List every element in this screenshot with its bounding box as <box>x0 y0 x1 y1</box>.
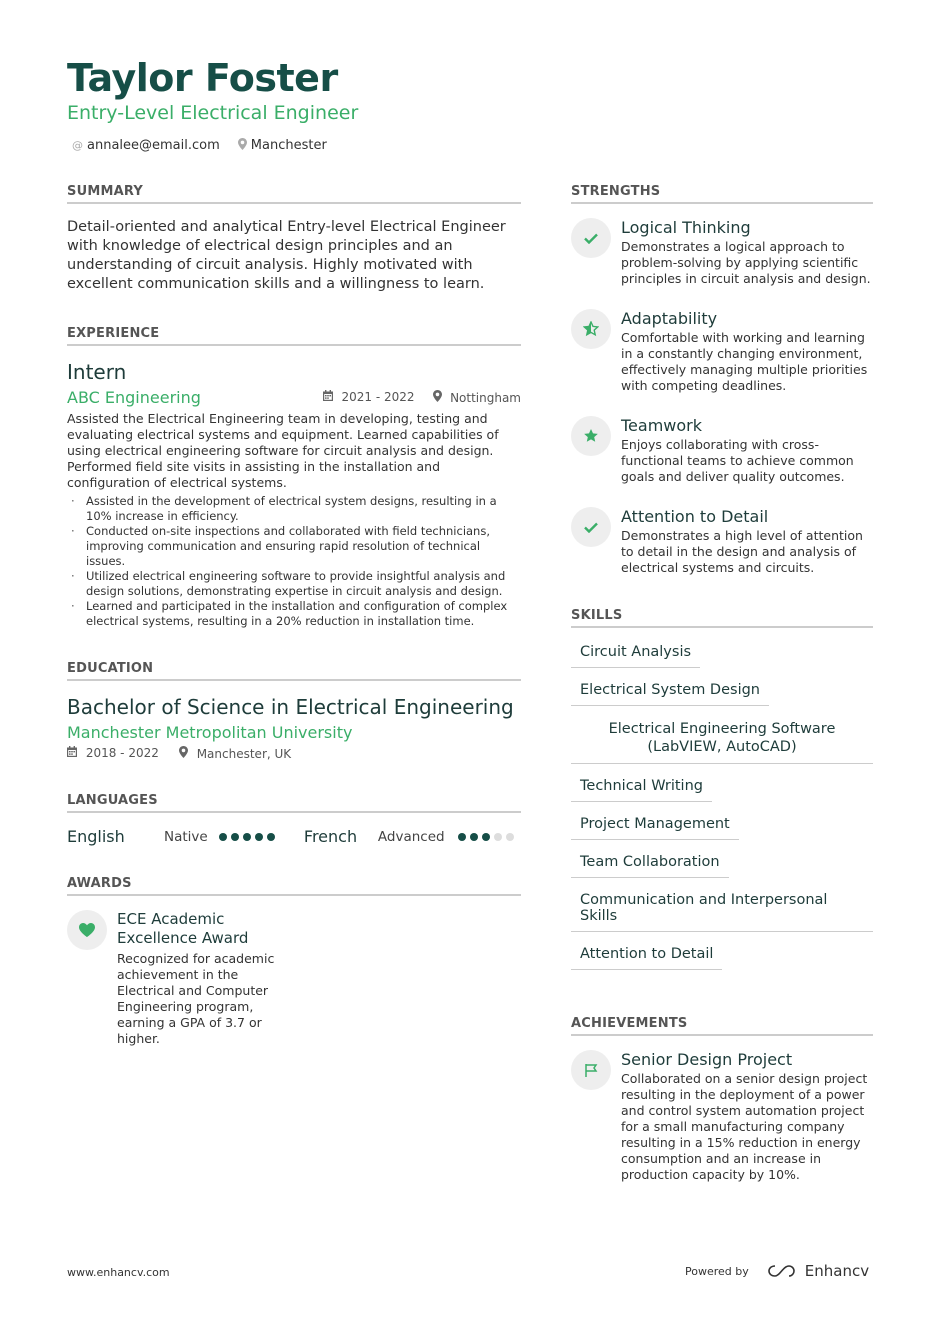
footer-website[interactable]: www.enhancv.com <box>67 1266 170 1279</box>
strength-title: Teamwork <box>621 416 703 435</box>
candidate-role: Entry-Level Electrical Engineer <box>67 102 359 124</box>
calendar-icon <box>67 746 81 760</box>
brand-name: Enhancv <box>804 1262 870 1280</box>
languages-list <box>67 827 521 846</box>
skill-tag: Team Collaboration <box>571 852 729 878</box>
flag-icon <box>571 1050 611 1090</box>
language-name: English <box>67 827 125 846</box>
strength-item <box>571 416 873 485</box>
job-location-text: Nottingham <box>450 391 521 405</box>
strengths-heading: STRENGTHS <box>571 184 873 204</box>
language-rating <box>219 833 275 841</box>
right-column <box>571 184 873 1183</box>
skill-tag: Communication and Interpersonal Skills <box>571 890 873 932</box>
rating-dot-empty <box>506 833 514 841</box>
strength-item <box>571 507 873 576</box>
skill-tag: Circuit Analysis <box>571 642 700 668</box>
star-half-icon <box>571 309 611 349</box>
location-text: Manchester <box>250 138 327 153</box>
strength-item <box>571 309 873 394</box>
skill-tag: Technical Writing <box>571 776 712 802</box>
contact-email[interactable] <box>72 138 220 153</box>
achievement-item <box>571 1050 873 1183</box>
strength-title: Attention to Detail <box>621 507 769 526</box>
rating-dot-filled <box>267 833 275 841</box>
skill-tag: Attention to Detail <box>571 944 722 970</box>
star-icon <box>571 416 611 456</box>
location-pin-icon <box>238 138 247 153</box>
languages-heading: LANGUAGES <box>67 793 521 813</box>
email-text: annalee@email.com <box>87 138 220 153</box>
bullet-item: · Assisted in the development of electrical system designs, resulting in a 10% increase in efficiency. <box>67 494 521 524</box>
achievement-description: Collaborated on a senior design project resulting in the deployment of a power and control system automation project for a small manufacturing company resulting in a 15% reduction in energy consumption and an increase in production capacity by 10%. <box>621 1071 868 1182</box>
rating-dot-filled <box>458 833 466 841</box>
language-name: French <box>303 827 358 846</box>
rating-dot-filled <box>470 833 478 841</box>
at-icon: @ <box>72 139 83 152</box>
enhancv-logo[interactable] <box>767 1262 869 1280</box>
language-level: Native <box>164 828 208 845</box>
powered-by-label: Powered by <box>685 1264 749 1278</box>
job-dates-text: 2021 - 2022 <box>341 390 415 404</box>
summary-text: Detail-oriented and analytical Entry-level Electrical Engineer with knowledge of electrical design principles and an understanding of circuit analysis. Highly motivated with excellent communication skills and a willingness to learn. <box>67 219 506 292</box>
skills-heading: SKILLS <box>571 608 873 628</box>
strength-description: Demonstrates a high level of attention to detail in the design and analysis of electrical systems and circuits. <box>621 528 863 575</box>
skill-tag: Project Management <box>571 814 739 840</box>
footer-powered <box>685 1262 869 1280</box>
language-rating <box>458 833 514 841</box>
language-item <box>67 827 290 846</box>
rating-dot-filled <box>243 833 251 841</box>
awards-heading: AWARDS <box>67 876 521 896</box>
job-description: Assisted the Electrical Engineering team in developing, testing and evaluating electrical systems and equipment. Learned capabilities of using electrical engineering software for circuit analysis and design. Performed field site visits in assisting in the installation and configuration of electrical systems. <box>67 411 499 490</box>
bullet-item: · Learned and participated in the installation and configuration of complex electrical systems, resulting in a 20% reduction in installation time. <box>67 599 521 629</box>
experience-item <box>67 360 521 629</box>
strength-title: Logical Thinking <box>621 218 751 237</box>
check-icon <box>571 507 611 547</box>
heart-icon <box>67 910 107 950</box>
education-dates <box>67 746 159 761</box>
candidate-name: Taylor Foster <box>67 56 338 100</box>
contact-location <box>238 138 327 153</box>
language-level: Advanced <box>377 828 445 845</box>
rating-dot-empty <box>494 833 502 841</box>
skill-tag: Electrical System Design <box>571 680 769 706</box>
strength-description: Comfortable with working and learning in a constantly changing environment, effectively managing multiple priorities with competing deadlines. <box>621 330 868 393</box>
rating-dot-filled <box>219 833 227 841</box>
job-dates <box>323 390 415 405</box>
strength-description: Enjoys collaborating with cross-functional teams to achieve common goals and deliver quality outcomes. <box>621 437 854 484</box>
strength-item <box>571 218 873 287</box>
award-title: ECE Academic Excellence Award <box>117 910 249 947</box>
calendar-icon <box>323 391 337 404</box>
degree: Bachelor of Science in Electrical Engineering <box>67 695 514 719</box>
job-title: Intern <box>67 360 127 384</box>
job-bullets <box>67 494 521 629</box>
education-dates-text: 2018 - 2022 <box>85 746 159 760</box>
skill-tag: Electrical Engineering Software (LabVIEW, AutoCAD) <box>571 718 873 764</box>
achievements-heading: ACHIEVEMENTS <box>571 1016 873 1036</box>
education-heading: EDUCATION <box>67 661 521 681</box>
company-name: ABC Engineering <box>67 388 201 407</box>
bullet-item: · Conducted on-site inspections and collaborated with field technicians, improving communication and ensuring rapid resolution of technical issues. <box>67 524 521 569</box>
language-item <box>290 827 521 846</box>
job-location <box>433 390 521 405</box>
rating-dot-filled <box>255 833 263 841</box>
summary-heading: SUMMARY <box>67 184 521 204</box>
education-location-text: Manchester, UK <box>196 747 292 761</box>
enhancv-logo-icon <box>767 1264 799 1278</box>
school-name: Manchester Metropolitan University <box>67 723 353 742</box>
contact-bar <box>72 138 327 153</box>
award-item <box>67 910 521 1047</box>
education-item <box>67 695 521 761</box>
achievement-title: Senior Design Project <box>621 1050 793 1069</box>
check-icon <box>571 218 611 258</box>
location-pin-icon <box>179 747 192 761</box>
rating-dot-filled <box>231 833 239 841</box>
education-location <box>179 746 291 761</box>
award-description: Recognized for academic achievement in the Electrical and Computer Engineering program, earning a GPA of 3.7 or higher. <box>117 951 275 1046</box>
location-pin-icon <box>433 392 446 405</box>
skills-list <box>571 642 873 970</box>
bullet-item: · Utilized electrical engineering software to provide insightful analysis and design solutions, demonstrating expertise in circuit analysis and design. <box>67 569 521 599</box>
left-column <box>67 184 521 1047</box>
strength-description: Demonstrates a logical approach to problem-solving by applying scientific principles in circuit analysis and design. <box>621 239 871 286</box>
experience-heading: EXPERIENCE <box>67 326 521 346</box>
strength-title: Adaptability <box>621 309 718 328</box>
rating-dot-filled <box>482 833 490 841</box>
